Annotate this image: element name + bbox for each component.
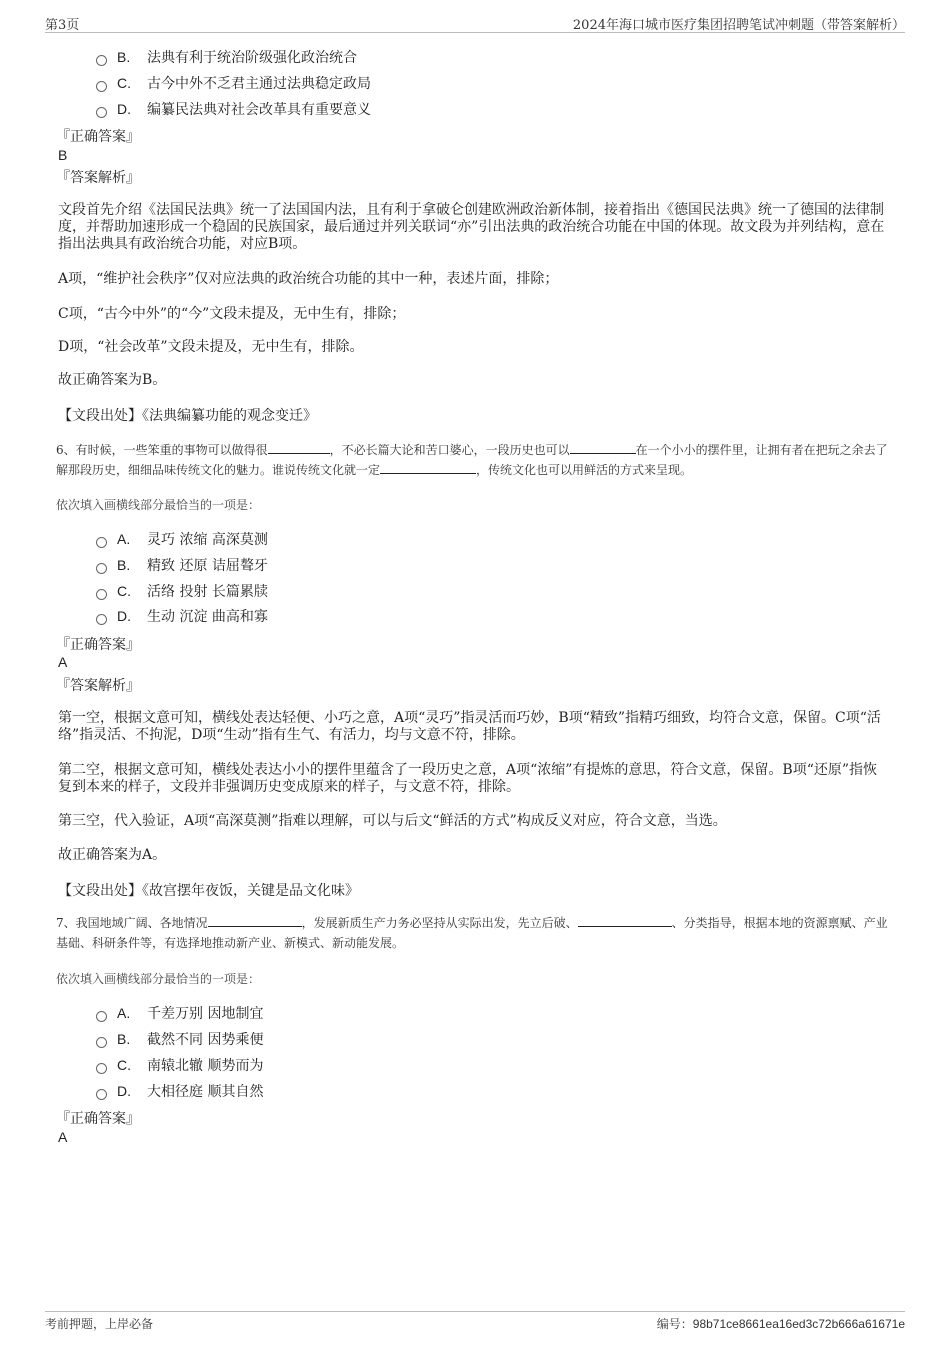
fill-blank (380, 461, 476, 474)
q5-option-d[interactable]: D. 编纂民法典对社会改革具有重要意义 (96, 99, 371, 119)
q7-option-c[interactable]: C. 南辕北辙 顺势而为 (96, 1055, 263, 1075)
radio-icon[interactable] (96, 614, 107, 625)
q6-answer-label: 『正确答案』 (56, 637, 140, 653)
radio-icon[interactable] (96, 537, 107, 548)
q7-option-b[interactable]: B. 截然不同 因势乘便 (96, 1029, 263, 1049)
q6-analysis-paragraph: 故正确答案为A。 (58, 847, 167, 863)
q5-analysis-paragraph: A项，“维护社会秩序”仅对应法典的政治统合功能的其中一种，表述片面，排除； (58, 271, 559, 287)
radio-icon[interactable] (96, 1063, 107, 1074)
q7-option-a[interactable]: A. 千差万别 因地制宜 (96, 1003, 263, 1023)
q6-analysis-paragraph: 第二空，根据文意可知，横线处表达小小的摆件里蕴含了一段历史之意，A项“浓缩”有提炼的意思，符合文意，保留。B项“还原”指恢复到本来的样子，文段并非强调历史变成原来的样子，与文意不符，排除。 (58, 762, 878, 795)
page-number: 第3页 (45, 18, 80, 33)
footer-slogan: 考前押题，上岸必备 (45, 1317, 154, 1331)
q5-analysis-paragraph: C项，“古今中外”的“今”文段未提及，无中生有，排除； (58, 306, 406, 322)
q6-analysis-label: 『答案解析』 (56, 678, 140, 694)
document-code: 编号：98b71ce8661ea16ed3c72b666a61671e (656, 1317, 905, 1331)
radio-icon[interactable] (96, 589, 107, 600)
radio-icon[interactable] (96, 81, 107, 92)
fill-blank (208, 914, 302, 927)
radio-icon[interactable] (96, 55, 107, 66)
q5-analysis-paragraph: 文段首先介绍《法国民法典》统一了法国国内法，且有利于拿破仑创建欧洲政治新体制，接着指出《德国民法典》统一了德国的法律制度，并帮助加速形成一个稳固的民族国家，最后通过并列关联词“亦”引出法典的政治统合功能在中国的体现。故文段为并列结构，意在指出法典具有政治统合功能，对应B项。 (58, 202, 885, 252)
q7-stem: 7、我国地域广阔、各地情况 ，发展新质生产力务必坚持从实际出发，先立后破、 、分类指导，根据本地的资源禀赋、产业基础、科研条件等，有选择地推动新产业、新模式、新动能发展。 (56, 916, 888, 950)
q5-option-c[interactable]: C. 古今中外不乏君主通过法典稳定政局 (96, 73, 371, 93)
fill-blank (578, 914, 672, 927)
q5-source: 【文段出处】《法典编纂功能的观念变迁》 (58, 408, 317, 424)
q6-option-c[interactable]: C. 活络 投射 长篇累牍 (96, 581, 268, 601)
q7-option-d[interactable]: D. 大相径庭 顺其自然 (96, 1081, 263, 1101)
q5-analysis-label: 『答案解析』 (56, 170, 140, 186)
q6-analysis-paragraph: 第一空，根据文意可知，横线处表达轻便、小巧之意，A项“灵巧”指灵活而巧妙，B项“精致”指精巧细致，均符合文意，保留。C项“活络”指灵活、不拘泥，D项“生动”指有生气、有活力，均与文意不符，排除。 (58, 710, 881, 743)
q5-analysis-paragraph: 故正确答案为B。 (58, 372, 167, 388)
q6-option-d[interactable]: D. 生动 沉淀 曲高和寡 (96, 606, 268, 626)
document-title: 2024年海口城市医疗集团招聘笔试冲刺题（带答案解析） (572, 18, 905, 33)
q6-source: 【文段出处】《故宫摆年夜饭，关键是品文化味》 (58, 883, 359, 899)
q7-instruction: 依次填入画横线部分最恰当的一项是： (56, 972, 261, 986)
q7-answer: A (58, 1129, 68, 1145)
q6-instruction: 依次填入画横线部分最恰当的一项是： (56, 498, 261, 512)
q5-option-b[interactable]: B. 法典有利于统治阶级强化政治统合 (96, 47, 357, 67)
q5-answer-label: 『正确答案』 (56, 129, 140, 145)
fill-blank (570, 441, 636, 454)
q5-analysis-paragraph: D项，“社会改革”文段未提及，无中生有，排除。 (58, 339, 364, 355)
radio-icon[interactable] (96, 563, 107, 574)
q6-option-a[interactable]: A. 灵巧 浓缩 高深莫测 (96, 529, 268, 549)
q5-answer: B (58, 147, 68, 163)
q7-answer-label: 『正确答案』 (56, 1111, 140, 1127)
q6-stem: 6、有时候，一些笨重的事物可以做得很 ，不必长篇大论和苦口婆心，一段历史也可以 在一个小小的摆件里，让拥有者在把玩之余去了解那段历史，细细品味传统文化的魅力。谁说传统文化就一定 ，传统文化也可以用鲜活的方式来呈现。 (56, 443, 888, 477)
q6-answer: A (58, 654, 68, 670)
radio-icon[interactable] (96, 1089, 107, 1100)
page-header (45, 14, 905, 33)
radio-icon[interactable] (96, 1011, 107, 1022)
radio-icon[interactable] (96, 1037, 107, 1048)
radio-icon[interactable] (96, 107, 107, 118)
fill-blank (268, 441, 330, 454)
q6-analysis-paragraph: 第三空，代入验证，A项“高深莫测”指难以理解，可以与后文“鲜活的方式”构成反义对应，符合文意，当选。 (58, 813, 727, 829)
page-footer (45, 1311, 905, 1331)
q6-option-b[interactable]: B. 精致 还原 诘屈聱牙 (96, 555, 268, 575)
